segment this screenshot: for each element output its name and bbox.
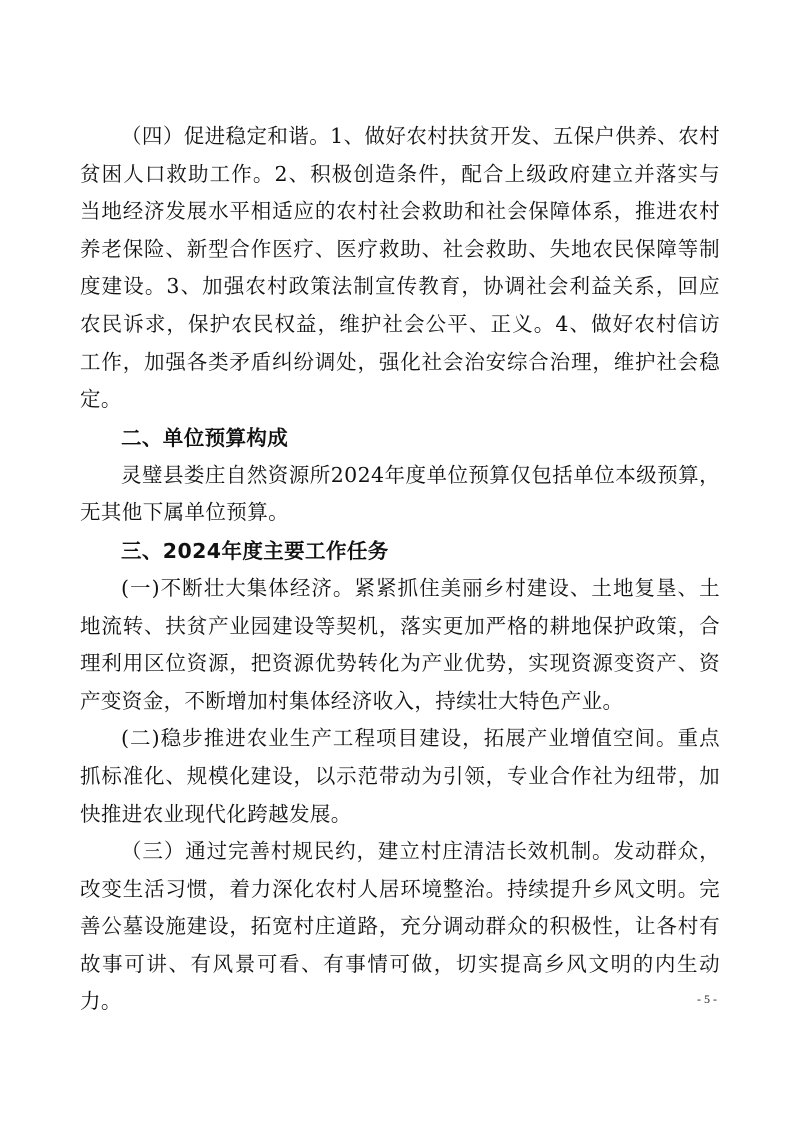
- section-heading-main-tasks: 三、2024年度主要工作任务: [121, 538, 389, 563]
- section-heading-budget-structure: 二、单位预算构成: [121, 425, 289, 450]
- document-body: [80, 118, 720, 1021]
- paragraph-stability: （四）促进稳定和谐。1、做好农村扶贫开发、五保户供养、农村贫困人口救助工作。2、积极创造条件，配合上级政府建立并落实与当地经济发展水平相适应的农村社会救助和社会保障体系，推进农村养老保险、新型合作医疗、医疗救助、社会救助、失地农民保障等制度建设。3、加强农村政策法制宣传教育，协调社会利益关系，回应农民诉求，保护农民权益，维护社会公平、正义。4、做好农村信访工作，加强各类矛盾纠纷调处，强化社会治安综合治理，维护社会稳定。: [80, 124, 720, 412]
- paragraph-collective-economy: (一)不断壮大集体经济。紧紧抓住美丽乡村建设、土地复垦、土地流转、扶贫产业园建设等契机，落实更加严格的耕地保护政策，合理利用区位资源，把资源优势转化为产业优势，实现资源变资产、资产变资金，不断增加村集体经济收入，持续壮大特色产业。: [80, 575, 720, 713]
- page-number: - 5 -: [697, 992, 717, 1006]
- paragraph-budget-structure: 灵璧县娄庄自然资源所2024年度单位预算仅包括单位本级预算，无其他下属单位预算。: [80, 462, 720, 525]
- paragraph-agriculture-projects: (二)稳步推进农业生产工程项目建设，拓展产业增值空间。重点抓标准化、规模化建设，以示范带动为引领，专业合作社为纽带，加快推进农业现代化跨越发展。: [80, 726, 720, 826]
- paragraph-village-rules: （三）通过完善村规民约，建立村庄清洁长效机制。发动群众，改变生活习惯，着力深化农村人居环境整治。持续提升乡风文明。完善公墓设施建设，拓宽村庄道路，充分调动群众的积极性，让各村有故事可讲、有风景可看、有事情可做，切实提高乡风文明的内生动力。: [80, 839, 720, 1014]
